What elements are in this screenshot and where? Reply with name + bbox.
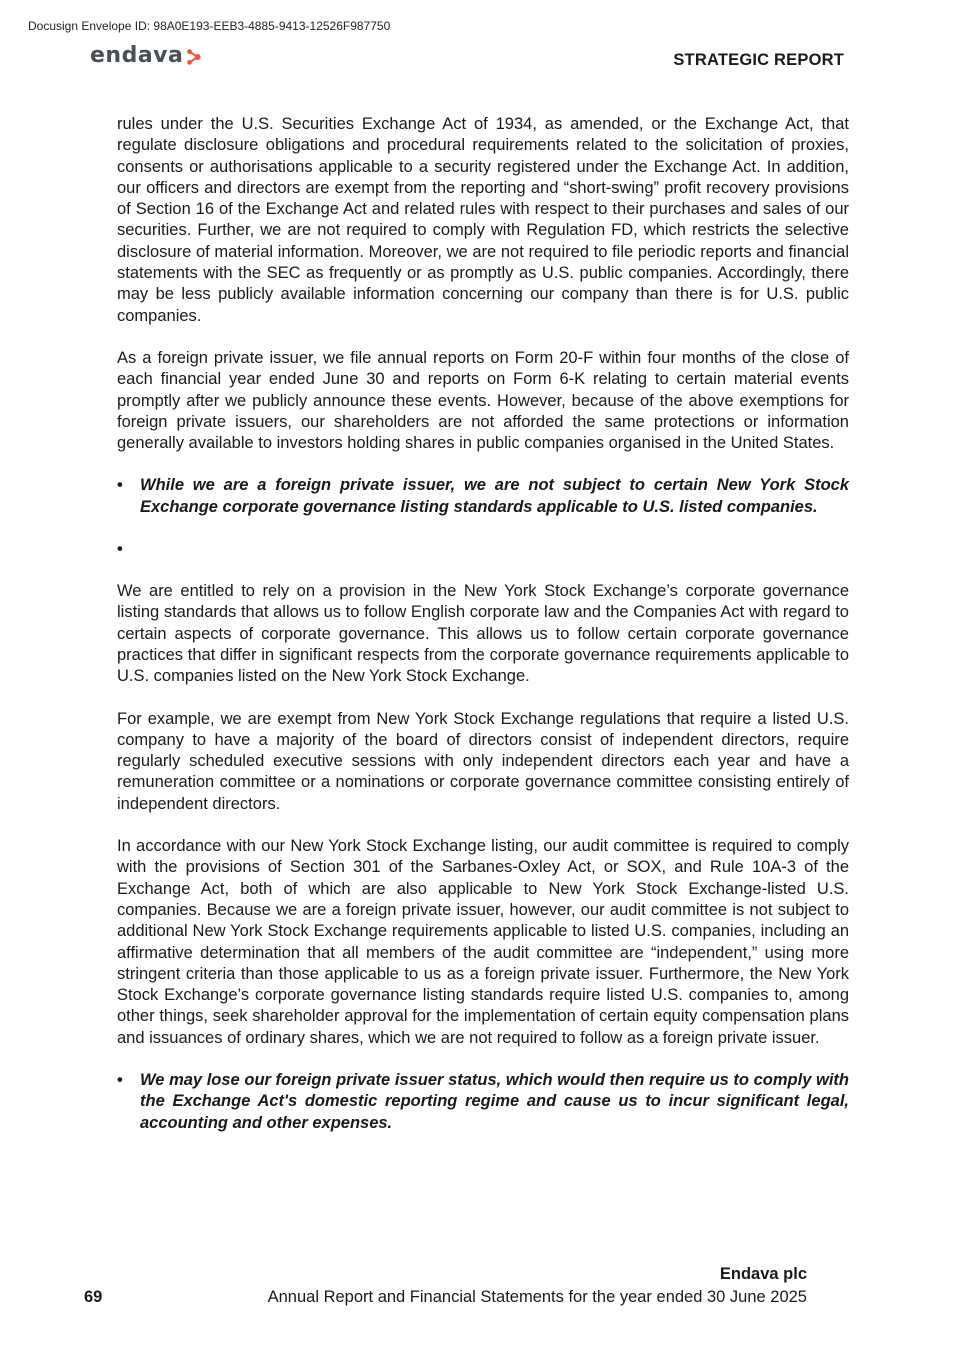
footer-company-name: Endava plc bbox=[719, 1265, 807, 1283]
paragraph-form-20f: As a foreign private issuer, we file annual reports on Form 20-F within four months of the close of each financial year ended June 30 and reports on Form 6-K relating to certain material events promptly after we publicly announce these events. However, because of the above exemptions for foreign private issuers, our shareholders are not afforded the same protections or information generally available to investors holding shares in public companies organised in the United States. bbox=[117, 348, 849, 453]
section-title: STRATEGIC REPORT bbox=[673, 51, 844, 69]
docusign-envelope-id: Docusign Envelope ID: 98A0E193-EEB3-4885-9413-12526F987750 bbox=[28, 19, 391, 33]
empty-bullet bbox=[117, 539, 849, 560]
endava-logo bbox=[90, 43, 203, 68]
paragraph-nyse-provision: We are entitled to rely on a provision in the New York Stock Exchange’s corporate governance listing standards that allows us to follow English corporate law and the Companies Act with regard to certain aspects of corporate governance. This allows us to follow certain corporate governance practices that differ in significant respects from the corporate governance requirements applicable to U.S. companies listed on the New York Stock Exchange. bbox=[117, 582, 849, 686]
bullet-icon: • bbox=[117, 540, 123, 559]
risk-heading-nyse-governance bbox=[117, 475, 849, 518]
footer-report-title: Annual Report and Financial Statements for the year ended 30 June 2025 bbox=[267, 1288, 807, 1306]
logo-wordmark: endava bbox=[90, 43, 184, 68]
paragraph-exchange-act-exemptions: rules under the U.S. Securities Exchange Act of 1934, as amended, or the Exchange Act, that regulate disclosure obligations and procedural requirements related to the solicitation of proxies, consents or authorisations applicable to a security registered under the Exchange Act. In addition, our officers and directors are exempt from the reporting and “short-swing” profit recovery provisions of Section 16 of the Exchange Act and related rules with respect to their purchases and sales of our securities. Further, we are not required to comply with Regulation FD, which restricts the selective disclosure of material information. Moreover, we are not required to file periodic reports and financial statements with the SEC as frequently or as promptly as U.S. public companies. Accordingly, there may be less publicly available information concerning our company than there is for U.S. public companies. bbox=[117, 115, 849, 325]
report-body bbox=[117, 114, 849, 1155]
risk-heading-text: We may lose our foreign private issuer status, which would then require us to comply with the Exchange Act's domestic reporting regime and cause us to incur significant legal, accounting and other expenses. bbox=[140, 1070, 849, 1132]
page-number: 69 bbox=[84, 1288, 103, 1306]
risk-heading-fpi-status bbox=[117, 1070, 849, 1134]
endava-mark-icon bbox=[185, 48, 203, 66]
bullet-icon: • bbox=[117, 1070, 123, 1089]
paragraph-nyse-exemptions-example: For example, we are exempt from New York Stock Exchange regulations that require a listed U.S. company to have a majority of the board of directors consist of independent directors, require regularly scheduled executive sessions with only independent directors each year and have a remuneration committee or a nominations or corporate governance committee consisting entirely of independent directors. bbox=[117, 709, 849, 813]
paragraph-audit-committee: In accordance with our New York Stock Exchange listing, our audit committee is required to comply with the provisions of Section 301 of the Sarbanes-Oxley Act, or SOX, and Rule 10A-3 of the Exchange Act, both of which are also applicable to New York Stock Exchange-listed U.S. companies. Because we are a foreign private issuer, however, our audit committee is not subject to additional New York Stock Exchange requirements applicable to listed U.S. companies, including an affirmative determination that all members of the audit committee are “independent,” using more stringent criteria than those applicable to us as a foreign private issuer. Furthermore, the New York Stock Exchange’s corporate governance listing standards require listed U.S. companies to, among other things, seek shareholder approval for the implementation of certain equity compensation plans and issuances of ordinary shares, which we are not required to follow as a foreign private issuer. bbox=[117, 837, 849, 1047]
bullet-icon: • bbox=[117, 476, 123, 495]
risk-heading-text: While we are a foreign private issuer, we are not subject to certain New York Stock Exchange corporate governance listing standards applicable to U.S. listed companies. bbox=[140, 476, 849, 516]
